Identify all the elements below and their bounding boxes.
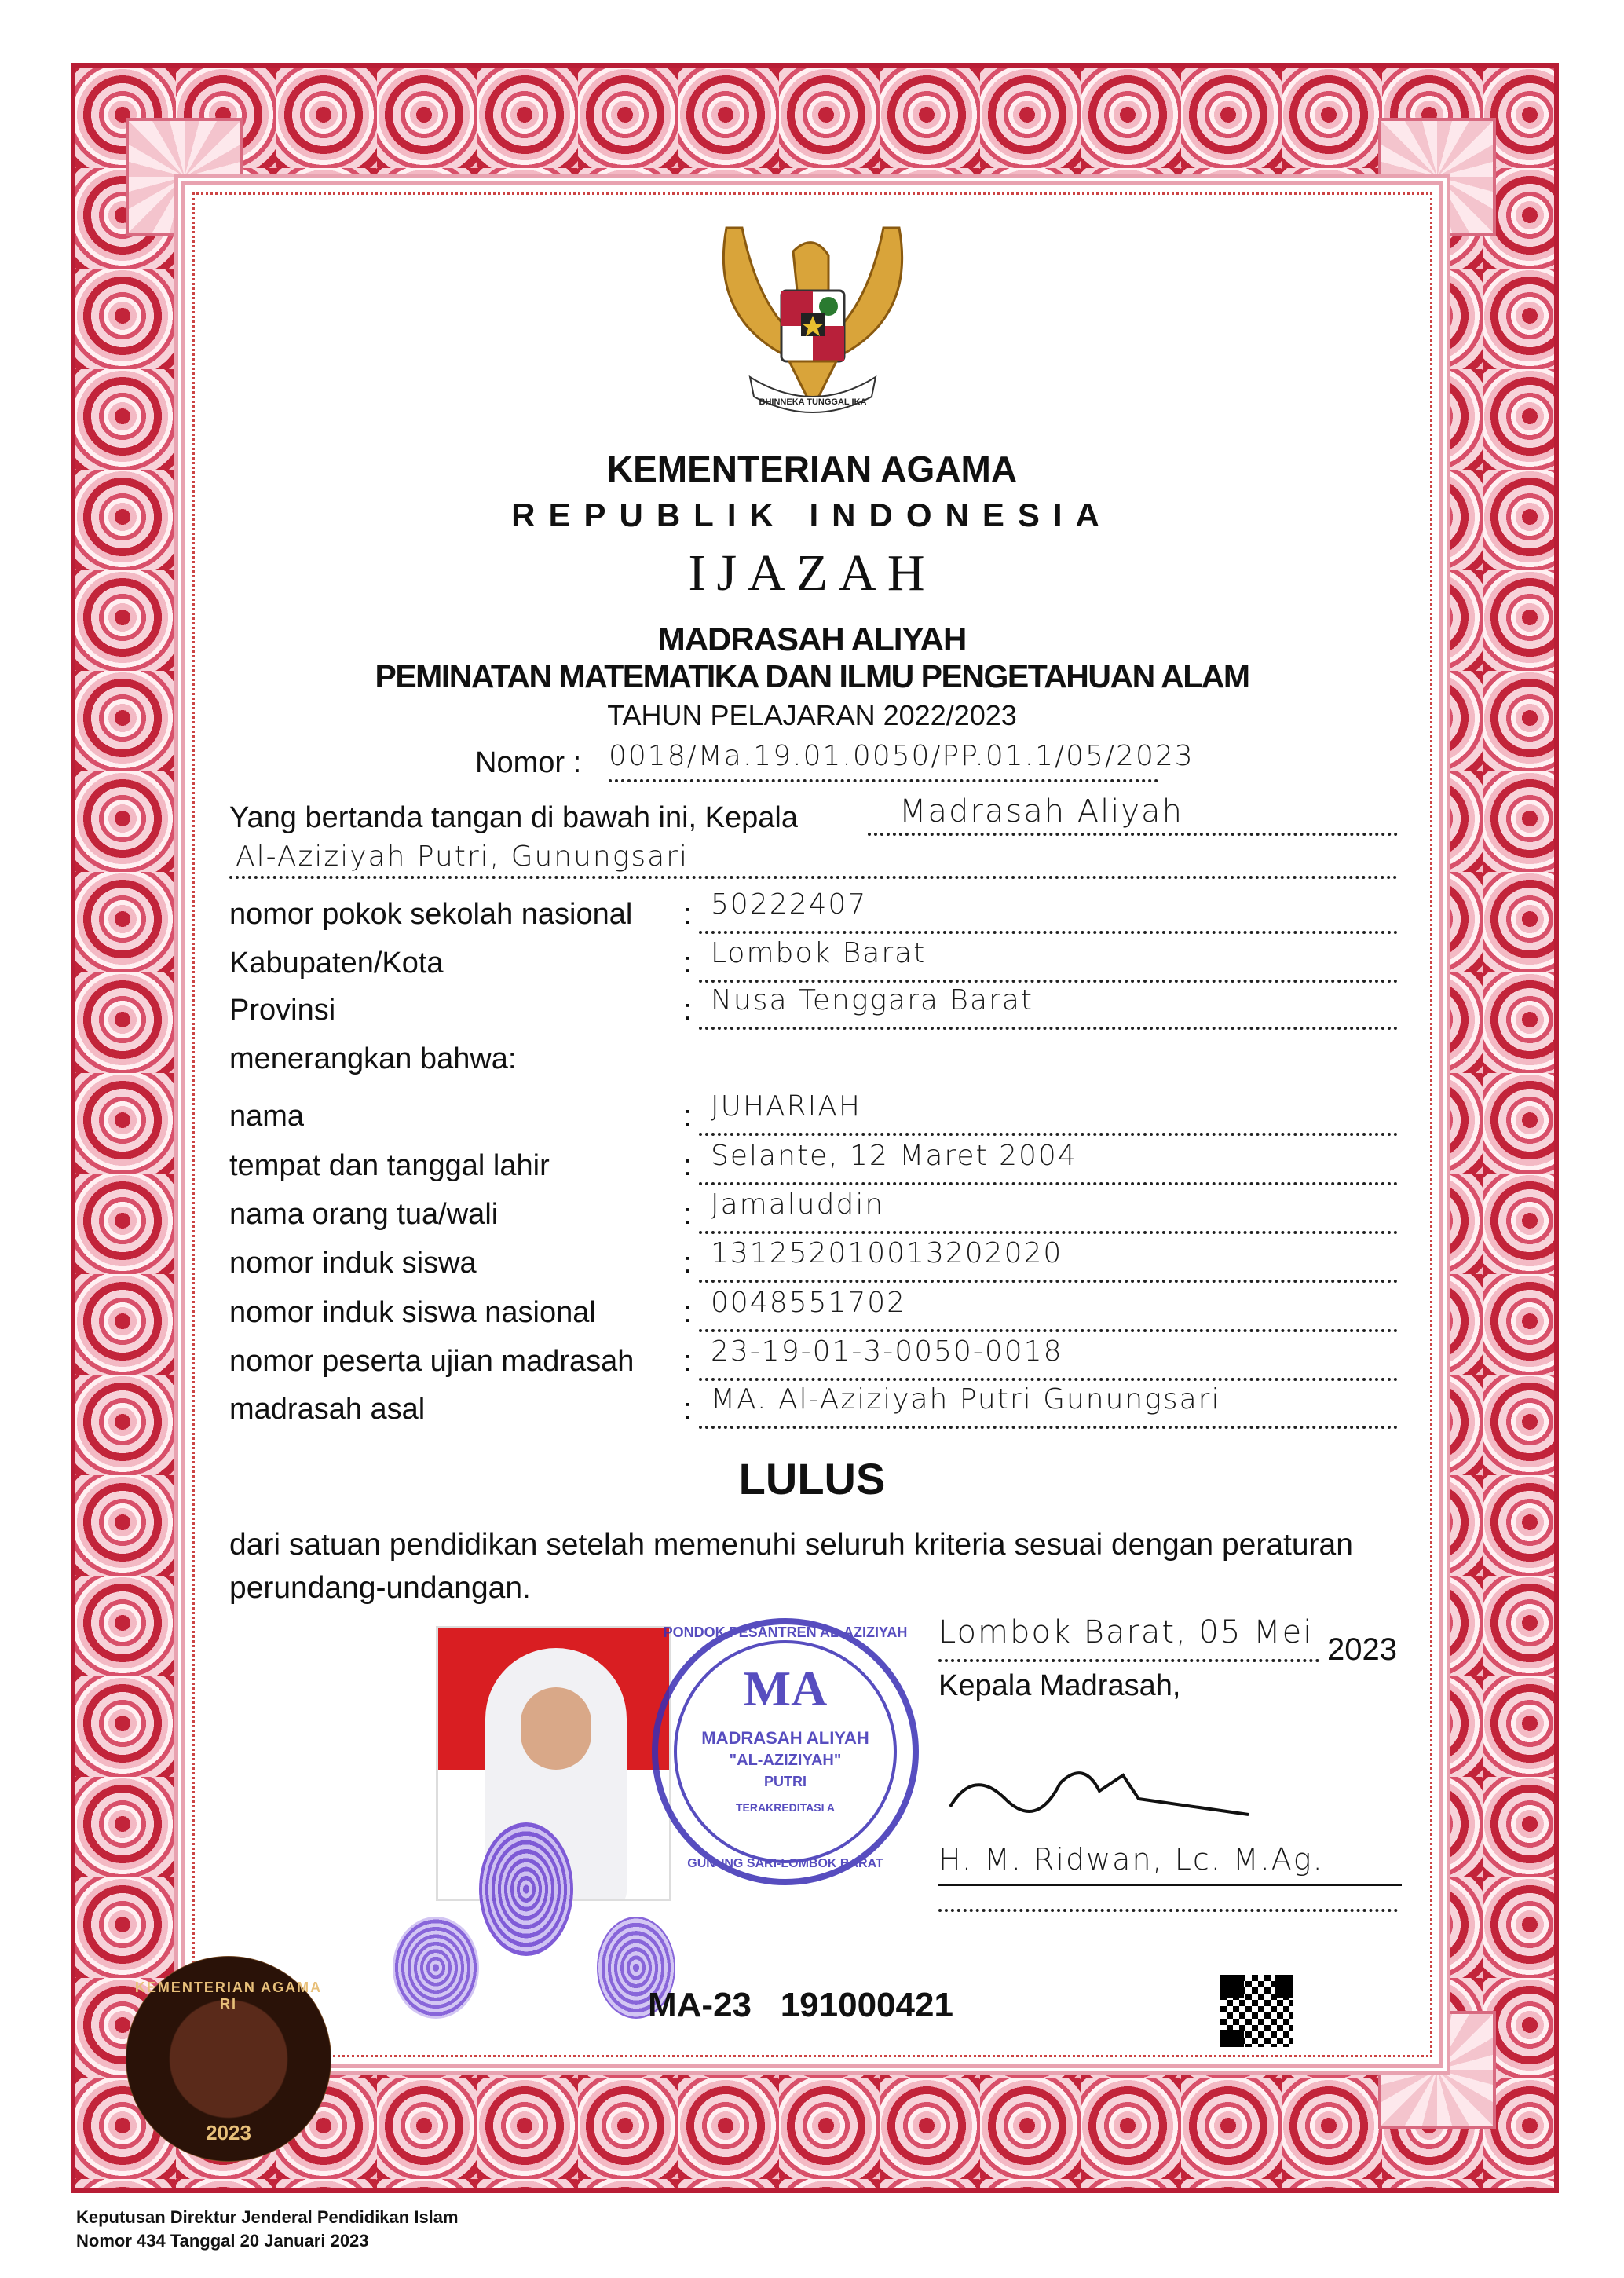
field-value: JUHARIAH — [711, 1090, 861, 1123]
field-label: nama orang tua/wali — [229, 1198, 499, 1231]
document-title: IJAZAH — [688, 544, 936, 602]
field-label: nama — [229, 1100, 305, 1133]
field-value: 0048551702 — [711, 1287, 907, 1319]
dotted-line — [938, 1659, 1319, 1662]
ministry-title: KEMENTERIAN AGAMA — [606, 449, 1018, 489]
dotted-line — [699, 1329, 1398, 1332]
field-value: Selante, 12 Maret 2004 — [711, 1140, 1077, 1172]
field-colon: : — [683, 947, 692, 980]
field-colon: : — [683, 1345, 692, 1378]
field-colon: : — [683, 994, 692, 1027]
garuda-emblem-icon — [711, 220, 915, 424]
stamp-text3: PUTRI — [764, 1774, 807, 1789]
school-name-line1: Madrasah Aliyah — [899, 793, 1183, 830]
field-colon: : — [683, 1296, 692, 1329]
stamp-text4: TERAKREDITASI A — [736, 1801, 835, 1814]
signature-scribble-icon — [942, 1752, 1256, 1838]
dotted-line — [229, 876, 1398, 879]
field-colon: : — [683, 898, 692, 931]
signature-line — [938, 1884, 1402, 1886]
signer-name: H. M. Ridwan, Lc. M.Ag. — [938, 1842, 1324, 1877]
field-value: Lombok Barat — [711, 937, 927, 969]
school-level: MADRASAH ALIYAH — [657, 621, 967, 657]
intro-label: Yang bertanda tangan di bawah ini, Kepala — [229, 801, 798, 834]
declares-label: menerangkan bahwa: — [229, 1042, 517, 1075]
field-value: MA. Al-Aziziyah Putri Gunungsari — [711, 1383, 1221, 1416]
ministry-seal — [126, 1956, 331, 2162]
stamp-mid-text: MA — [743, 1661, 828, 1716]
dotted-line — [699, 1133, 1398, 1136]
place-date: Lombok Barat, 05 Mei — [938, 1614, 1314, 1650]
seal-year: 2023 — [206, 2121, 251, 2144]
field-label: nomor pokok sekolah nasional — [229, 898, 633, 931]
dotted-line — [699, 1231, 1398, 1234]
dotted-line — [938, 1909, 1398, 1912]
dotted-line — [868, 833, 1398, 836]
field-colon: : — [683, 1198, 692, 1231]
seal-text: KEMENTERIAN AGAMA RI — [134, 1980, 323, 2012]
stamp-text1: MADRASAH ALIYAH — [701, 1728, 869, 1748]
fingerprint — [479, 1822, 573, 1956]
statement-text: dari satuan pendidikan setelah memenuhi seluruh kriteria sesuai dengan peraturan — [229, 1528, 1353, 1562]
field-label: tempat dan tanggal lahir — [229, 1149, 550, 1182]
academic-year: TAHUN PELAJARAN 2022/2023 — [607, 699, 1017, 731]
stamp-top-text: PONDOK PESANTREN AL-AZIZIYAH — [663, 1624, 908, 1640]
dotted-line — [699, 1426, 1398, 1429]
stamp-bottom-text: GUNUNG SARI-LOMBOK BARAT — [687, 1857, 883, 1870]
field-colon: : — [683, 1247, 692, 1280]
dotted-line — [699, 1280, 1398, 1283]
statement-text-2: perundang-undangan. — [229, 1571, 531, 1605]
field-value: Jamaluddin — [711, 1188, 885, 1221]
dotted-line — [699, 1378, 1398, 1381]
serial-number: MA-23 191000421 — [648, 1986, 953, 2024]
field-colon: : — [683, 1100, 692, 1133]
emblem-motto: BHINNEKA TUNGGAL IKA — [759, 397, 867, 407]
signer-role: Kepala Madrasah, — [938, 1669, 1181, 1702]
field-label: Kabupaten/Kota — [229, 947, 444, 980]
dotted-line — [699, 1182, 1398, 1185]
dotted-line — [609, 779, 1158, 782]
stamp-text2: "AL-AZIZIYAH" — [729, 1752, 842, 1769]
footer-decree: Keputusan Direktur Jenderal Pendidikan Islam — [76, 2207, 459, 2227]
field-value: 131252010013202020 — [711, 1237, 1063, 1269]
dotted-line — [699, 931, 1398, 934]
field-label: nomor induk siswa nasional — [229, 1296, 596, 1329]
dotted-line — [699, 1027, 1398, 1030]
field-value: 23-19-01-3-0050-0018 — [711, 1335, 1063, 1368]
signature-year: 2023 — [1327, 1632, 1397, 1667]
footer-decree-number: Nomor 434 Tanggal 20 Januari 2023 — [76, 2231, 369, 2251]
field-colon: : — [683, 1393, 692, 1426]
field-label: Provinsi — [229, 994, 336, 1027]
country-title: REPUBLIK INDONESIA — [511, 496, 1113, 533]
field-label: nomor induk siswa — [229, 1247, 477, 1280]
field-value: Nusa Tenggara Barat — [711, 984, 1034, 1016]
field-label: nomor peserta ujian madrasah — [229, 1345, 635, 1378]
fingerprint — [393, 1917, 479, 2019]
field-label: madrasah asal — [229, 1393, 426, 1426]
school-stamp — [652, 1618, 919, 1885]
school-name-line2: Al-Aziziyah Putri, Gunungsari — [236, 841, 689, 873]
field-colon: : — [683, 1149, 692, 1182]
dotted-line — [699, 980, 1398, 983]
result-status: LULUS — [738, 1454, 886, 1503]
program-title: PEMINATAN MATEMATIKA DAN ILMU PENGETAHUAN ALAM — [375, 658, 1249, 694]
certificate-number: 0018/Ma.19.01.0050/PP.01.1/05/2023 — [609, 740, 1194, 772]
field-value: 50222407 — [711, 888, 868, 921]
qr-code[interactable] — [1217, 1972, 1296, 2050]
number-label: Nomor : — [475, 746, 582, 779]
